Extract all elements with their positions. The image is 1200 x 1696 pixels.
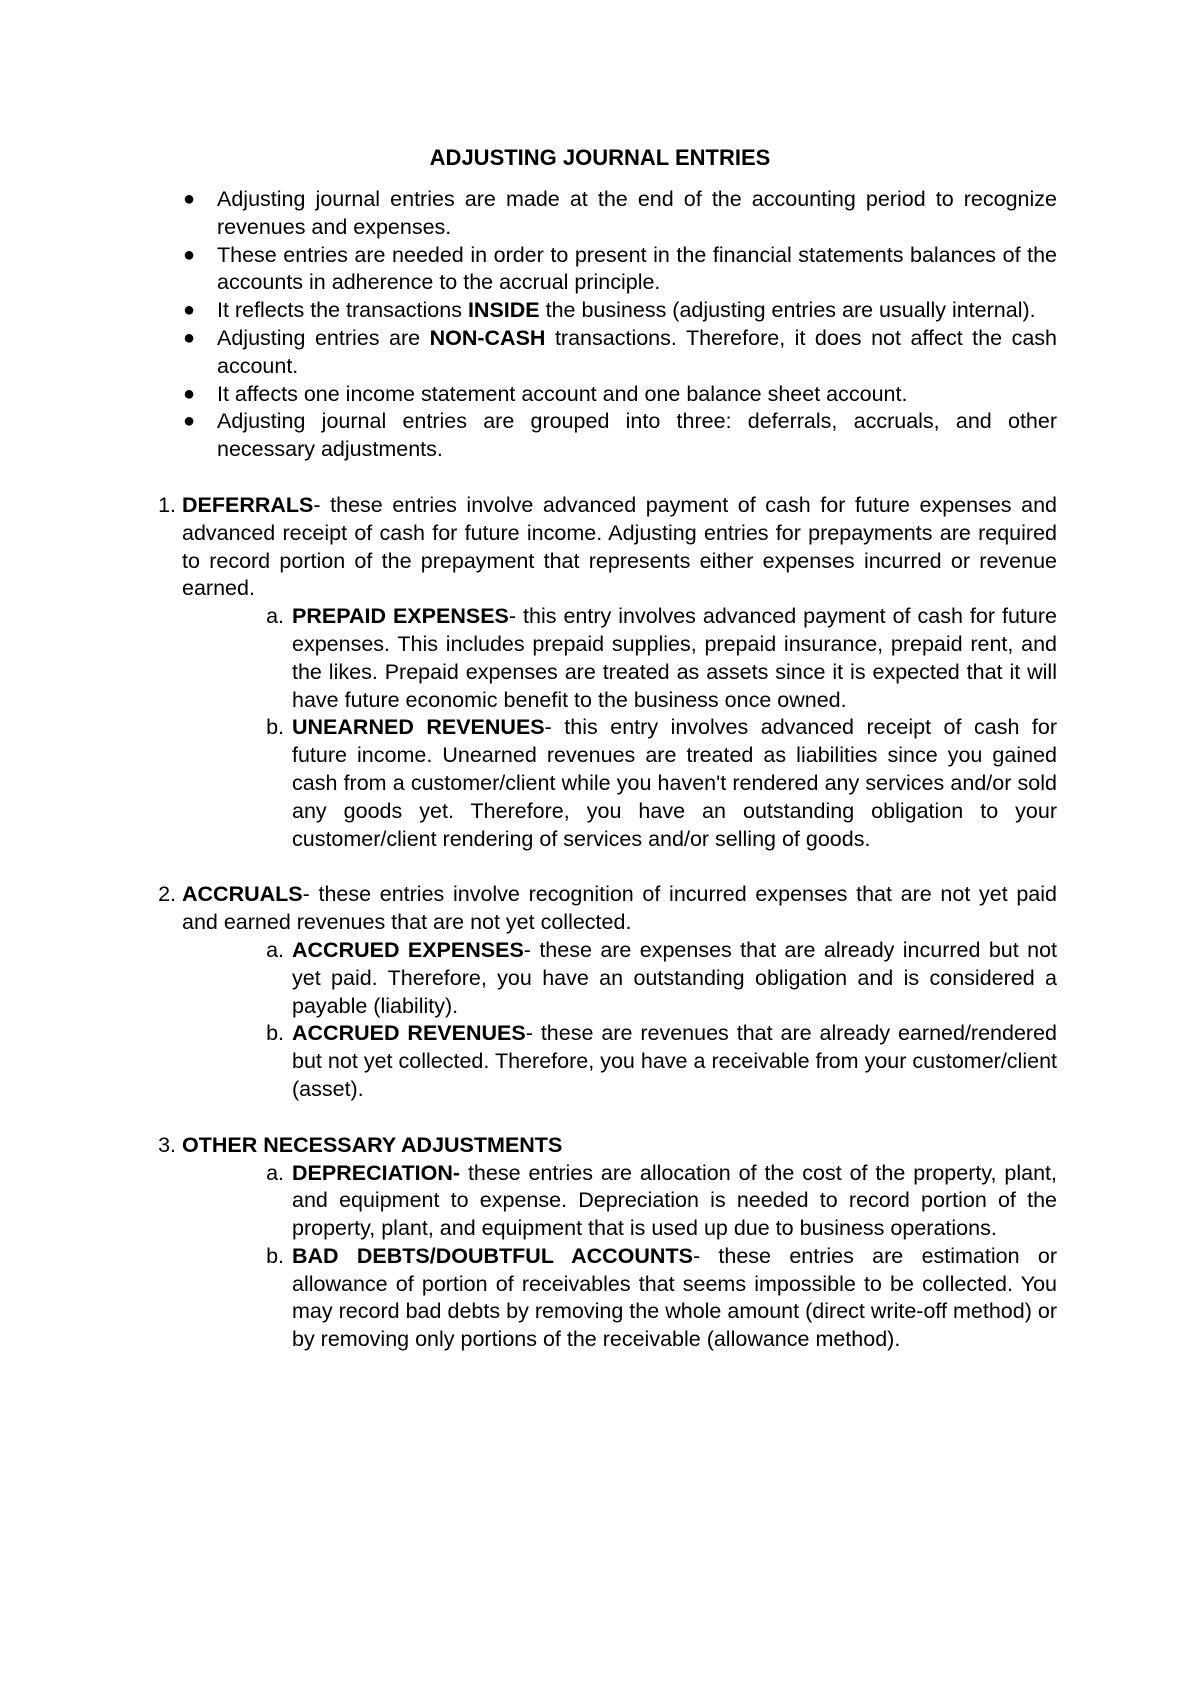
bullet-dot-icon: ● — [183, 326, 196, 349]
section-accruals — [158, 881, 1057, 937]
section-deferrals — [158, 492, 1057, 603]
subsection-heading: PREPAID EXPENSES — [292, 604, 509, 629]
subsection-letter: b. — [266, 1243, 284, 1268]
subsection-heading: BAD DEBTS/DOUBTFUL ACCOUNTS — [292, 1243, 693, 1268]
subsection-text: these entries are allocation of the cost of the property, plant, and equipment to expense. Depreciation is needed to record portion of the property, plant, and equipment that is used up due to business operations. — [292, 1160, 1057, 1241]
bullet-item: ● Adjusting journal entries are grouped into three: deferrals, accruals, and other necessary adjustments. — [183, 409, 1057, 462]
subsection-letter: a. — [266, 937, 284, 962]
bullet-dot-icon: ● — [183, 382, 196, 405]
subsection-unearned-revenues — [266, 714, 1057, 853]
section-heading: OTHER NECESSARY ADJUSTMENTS — [182, 1132, 563, 1157]
subsection-letter: b. — [266, 715, 284, 740]
subsection-prepaid-expenses — [266, 603, 1057, 714]
section-number: 1. — [158, 492, 176, 517]
section-heading: DEFERRALS — [182, 492, 314, 517]
subsection-heading: ACCRUED EXPENSES — [292, 937, 524, 962]
document-content — [0, 144, 1200, 1354]
section-heading: ACCRUALS — [182, 882, 303, 907]
intro-bullet-list — [0, 186, 1200, 464]
subsection-letter: b. — [266, 1021, 284, 1046]
subsection-text: - these entries are estimation or allowance of portion of receivables that seems impossible to be collected. You may record bad debts by removing the whole amount (direct write-off method) or by removing only portions of the receivable (allowance method). — [292, 1243, 1057, 1352]
bullet-dot-icon: ● — [183, 410, 196, 433]
subsection-accrued-expenses — [266, 937, 1057, 1020]
subsection-heading: UNEARNED REVENUES — [292, 715, 545, 740]
section-number: 2. — [158, 882, 176, 907]
section-text: - these entries involve recognition of incurred expenses that are not yet paid and earned revenues that are not yet collected. — [182, 882, 1057, 935]
subsection-accrued-revenues — [266, 1020, 1057, 1103]
bullet-dot-icon: ● — [183, 243, 196, 266]
subsection-text: - these are revenues that are already earned/rendered but not yet collected. Therefore, you have a receivable from your customer/client (asset). — [292, 1021, 1057, 1101]
document-title: ADJUSTING JOURNAL ENTRIES — [429, 145, 771, 170]
bullet-dot-icon: ● — [183, 299, 196, 322]
subsection-letter: a. — [266, 1160, 284, 1185]
bullet-item: ● Adjusting journal entries are made at the end of the accounting period to recognize revenues and expenses. — [183, 187, 1057, 239]
section-number: 3. — [158, 1132, 176, 1157]
subsection-heading: ACCRUED REVENUES — [292, 1021, 526, 1046]
subsection-text: - these are expenses that are already incurred but not yet paid. Therefore, you have an outstanding obligation and is considered a payable (liability). — [292, 937, 1057, 1018]
bullet-item: ● Adjusting entries are NON-CASH transactions. Therefore, it does not affect the cash account. — [183, 325, 1057, 378]
subsection-text: - this entry involves advanced payment of cash for future expenses. This includes prepaid supplies, prepaid insurance, prepaid rent, and the likes. Prepaid expenses are treated as assets since it is expected that it will have future economic benefit to the business once owned. — [292, 604, 1057, 712]
subsection-bad-debts — [266, 1243, 1057, 1354]
section-other-adjustments — [158, 1132, 1057, 1160]
bullet-item: ● These entries are needed in order to present in the financial statements balances of the accounts in adherence to the accrual principle. — [183, 242, 1057, 295]
bullet-item: ● It reflects the transactions INSIDE the business (adjusting entries are usually internal). — [217, 297, 1057, 325]
subsection-text: - this entry involves advanced receipt of cash for future income. Unearned revenues are treated as liabilities since you gained cash from a customer/client while you haven't rendered any services and/or sold any goods yet. Therefore, you have an outstanding obligation to your customer/client rendering of services and/or selling of goods. — [292, 715, 1057, 851]
subsection-heading: DEPRECIATION- — [292, 1160, 461, 1185]
subsection-depreciation — [266, 1160, 1057, 1243]
bullet-dot-icon: ● — [183, 188, 196, 210]
subsection-letter: a. — [266, 604, 284, 629]
section-text: - these entries involve advanced payment of cash for future expenses and advanced receipt of cash for future income. Adjusting entries for prepayments are required to record portion of the prepayment that represents either expenses incurred or revenue earned. — [182, 492, 1057, 601]
bullet-item: ● It affects one income statement account and one balance sheet account. — [217, 381, 1057, 409]
